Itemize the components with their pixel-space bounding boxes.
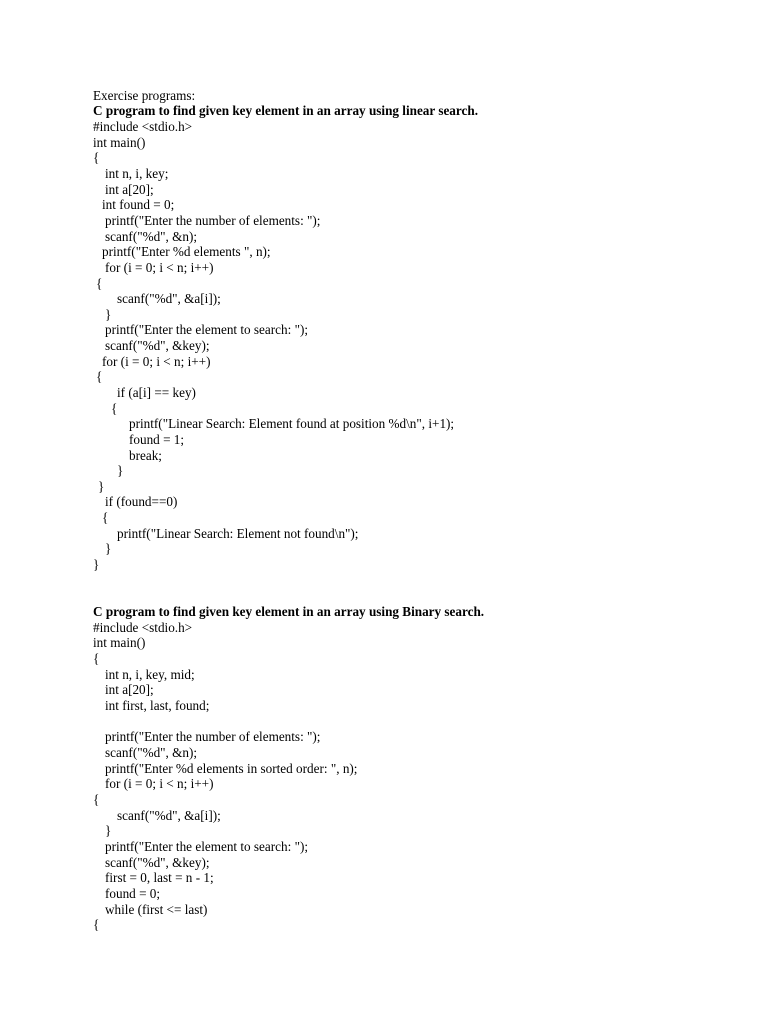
code-line: #include <stdio.h>	[93, 620, 193, 635]
code-line: #include <stdio.h>	[93, 119, 193, 134]
code-line: scanf("%d", &a[i]);	[117, 808, 221, 823]
code-line: {	[111, 401, 118, 416]
code-line: int n, i, key, mid;	[105, 667, 195, 682]
code-line: scanf("%d", &key);	[105, 855, 210, 870]
code-line: for (i = 0; i < n; i++)	[105, 260, 214, 275]
code-line: printf("Linear Search: Element not found\n");	[117, 526, 359, 541]
code-line: }	[93, 557, 100, 572]
code-line: printf("Enter the element to search: ");	[105, 322, 309, 337]
code-line: int first, last, found;	[105, 698, 210, 713]
code-line: {	[96, 276, 103, 291]
code-line: }	[105, 823, 112, 838]
code-line: for (i = 0; i < n; i++)	[105, 776, 214, 791]
code-line: scanf("%d", &key);	[105, 338, 210, 353]
code-line: int a[20];	[105, 182, 154, 197]
code-line: {	[93, 917, 100, 932]
code-line: }	[117, 463, 124, 478]
code-line: found = 0;	[105, 886, 161, 901]
code-line: {	[93, 792, 100, 807]
code-line: if (found==0)	[105, 494, 178, 509]
code-line: printf("Enter %d elements ", n);	[102, 244, 271, 259]
code-line: }	[105, 307, 112, 322]
code-line: int n, i, key;	[105, 166, 169, 181]
program1-title: C program to find given key element in an array using linear search.	[93, 103, 478, 118]
code-line: scanf("%d", &n);	[105, 745, 198, 760]
intro-heading: Exercise programs:	[93, 88, 196, 103]
code-line: }	[105, 541, 112, 556]
code-line: printf("Enter %d elements in sorted order: ", n);	[105, 761, 358, 776]
code-line: int a[20];	[105, 682, 154, 697]
code-line: for (i = 0; i < n; i++)	[102, 354, 211, 369]
code-line: while (first <= last)	[105, 902, 208, 917]
program2-title: C program to find given key element in an array using Binary search.	[93, 604, 485, 619]
code-line: found = 1;	[129, 432, 185, 447]
code-line: {	[96, 369, 103, 384]
code-line: if (a[i] == key)	[117, 385, 196, 400]
code-line: {	[102, 510, 109, 525]
code-line: {	[93, 150, 100, 165]
code-line: scanf("%d", &a[i]);	[117, 291, 221, 306]
code-line: break;	[129, 448, 162, 463]
code-line: printf("Enter the element to search: ");	[105, 839, 309, 854]
code-line: printf("Linear Search: Element found at position %d\n", i+1);	[129, 416, 455, 431]
code-line: first = 0, last = n - 1;	[105, 870, 214, 885]
code-line: }	[98, 479, 105, 494]
code-line: scanf("%d", &n);	[105, 229, 198, 244]
code-line: int main()	[93, 635, 146, 650]
code-line: {	[93, 651, 100, 666]
code-line: int main()	[93, 135, 146, 150]
code-line: printf("Enter the number of elements: ");	[105, 729, 321, 744]
code-line: printf("Enter the number of elements: ");	[105, 213, 321, 228]
code-line: int found = 0;	[102, 197, 175, 212]
